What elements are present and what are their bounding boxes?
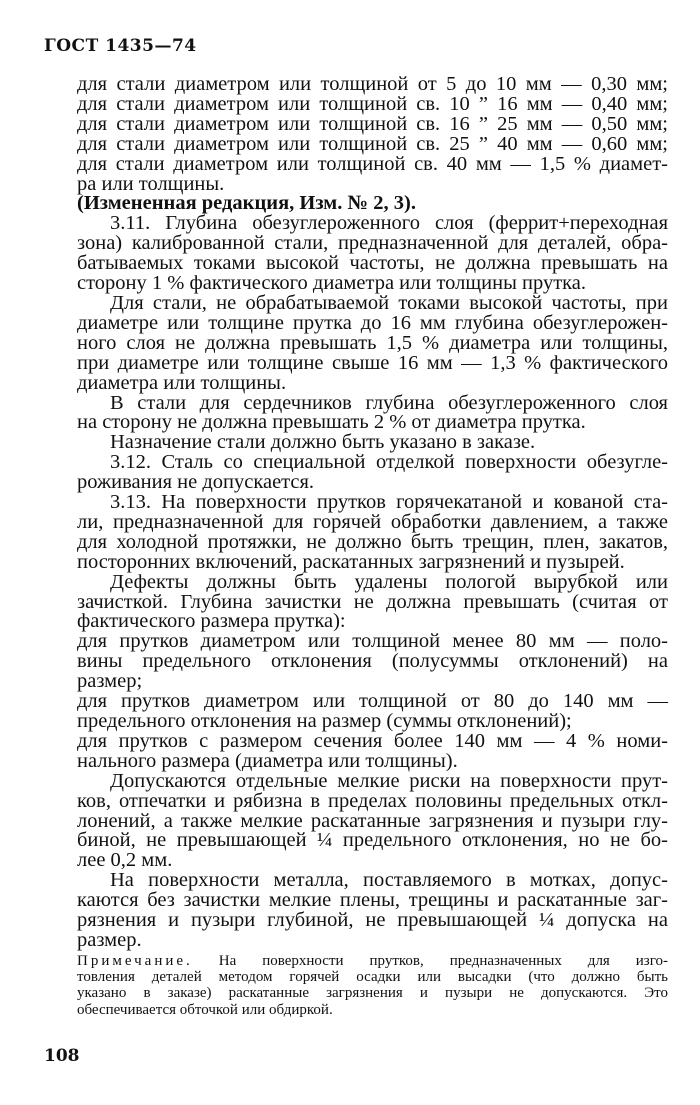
list-items xyxy=(77,75,668,194)
note-label: Примечание. xyxy=(77,952,193,969)
section-3-12: 3.12. Сталь со специальной отделкой поверхности обезугле- роживания не допускается. xyxy=(77,451,668,494)
paragraph-defects: Дефекты должны быть удалены пологой вырубкой или зачисткой. Глубина зачистки не должна превышать (считая от фактического размера прутка): xyxy=(77,570,668,633)
note-first-line: Примечание. На поверхности прутков, предназначенных для изго- xyxy=(77,952,669,969)
paragraph-coils: На поверхности металла, поставляемого в мотках, допус- каются без зачистки мелкие плены, трещины и раскатанные заг- рязнения и пузыри глубиной, не превышающей ¼ допуска на размер. xyxy=(77,869,668,951)
document-body xyxy=(77,75,668,1018)
paragraph-over-140mm: для прутков с размером сечения более 140 мм — 4 % номи- нального размера (диаметра или толщины). xyxy=(77,729,668,772)
paragraph-under-80mm: для прутков диаметром или толщиной менее 80 мм — поло- вины предельного отклонения (полусуммы отклонений) на размер; xyxy=(77,630,668,693)
page-number: 108 xyxy=(44,1046,80,1066)
list-item: для стали диаметром или толщиной св. 16 ” 25 мм — 0,50 мм; xyxy=(77,112,668,135)
list-item: для стали диаметром или толщиной от 5 до 10 мм — 0,30 мм; xyxy=(77,73,668,95)
list-item: ра или толщины. xyxy=(77,172,225,195)
section-3-13: 3.13. На поверхности прутков горячекатаной и кованой ста- ли, предназначенной для горячей обработки давлением, а также для холодной протяжки, не должно быть трещин, плен, закатов, посторонних включений, раскатанных загрязнений и пузырей. xyxy=(77,491,668,573)
paragraph-core-steel: В стали для сердечников глубина обезуглероженного слоя на сторону не должна превышать 2 % от диаметра прутка. xyxy=(77,391,668,434)
paragraph-order: Назначение стали должно быть указано в заказе. xyxy=(110,431,536,454)
standard-header: ГОСТ 1435—74 xyxy=(44,36,197,56)
paragraph-non-hf-steel: Для стали, не обрабатываемой токами высокой частоты, при диаметре или толщине прутка до 16 мм глубина обезуглерожен- ного слоя не должна превышать 1,5 % диаметра или толщины, при диаметре или толщине свыше 16 мм — 1,3 % фактического диаметра или толщины. xyxy=(77,291,668,394)
paragraph-80-140mm: для прутков диаметром или толщиной от 80 до 140 мм — предельного отклонения на размер (суммы отклонений); xyxy=(77,690,668,732)
section-3-11: 3.11. Глубина обезуглероженного слоя (феррит+переходная зона) калиброванной стали, предназначенной для деталей, обра- батываемых токами высокой частоты, не должна превышать на сторону 1 % фактического диаметра или толщины прутка. xyxy=(77,212,668,295)
amendment-note: (Измененная редакция, Изм. № 2, 3). xyxy=(77,192,416,215)
list-item: для стали диаметром или толщиной св. 25 ” 40 мм — 0,60 мм; xyxy=(77,132,668,155)
footnote-note: Примечание. На поверхности прутков, предназначенных для изго- товления деталей методом горячей осадки или высадки (что должно быть указано в заказе) раскатанные загрязнения и пузыри не допускаются. Это обеспечивается обточкой или обдиркой. xyxy=(77,952,669,1018)
list-item: для стали диаметром или толщиной св. 10 ” 16 мм — 0,40 мм; xyxy=(77,92,668,115)
paragraph-allowed-defects: Допускаются отдельные мелкие риски на поверхности прут- ков, отпечатки и рябизна в пределах половины предельных откл- лонений, а также мелкие раскатанные загрязнения и пузыри глу- биной, не превышающей ¼ предельного отклонения, но не бо- лее 0,2 мм. xyxy=(77,769,668,872)
list-item: для стали диаметром или толщиной св. 40 мм — 1,5 % диамет- xyxy=(77,152,668,175)
